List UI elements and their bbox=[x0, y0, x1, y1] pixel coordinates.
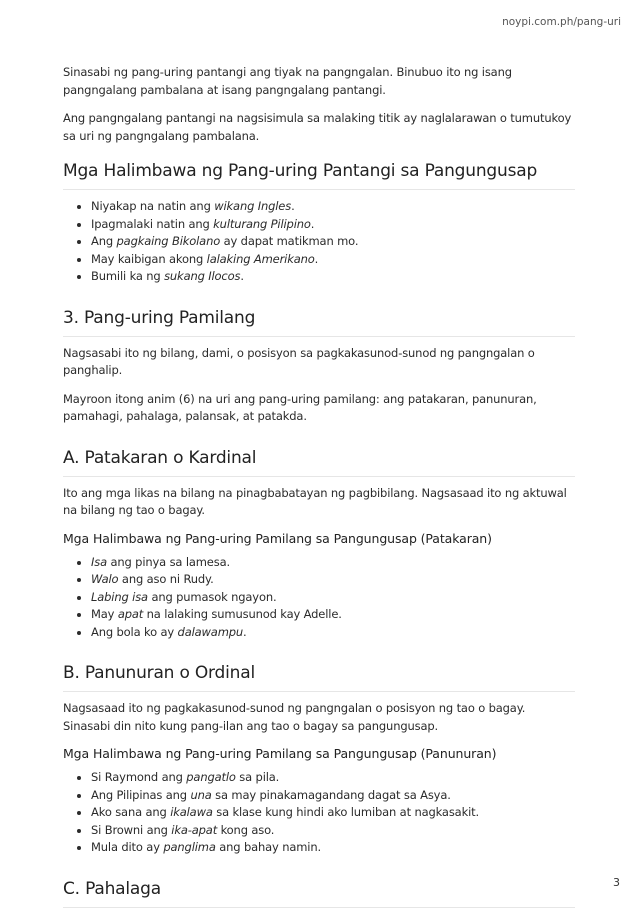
example-list bbox=[63, 769, 575, 857]
subsection-heading: A. Patakaran o Kardinal bbox=[63, 448, 575, 477]
list-item: • Ako sana ang ikalawa sa klase kung hindi ako lumiban at nagkasakit. bbox=[91, 804, 575, 822]
list-item: • Si Browni ang ika-apat kong aso. bbox=[91, 822, 575, 840]
section-paragraph: Ito ang mga likas na bilang na pinagbabatayan ng pagbibilang. Nagsasaad ito ng aktuwal na bilang ng tao o bagay. bbox=[63, 485, 567, 517]
list-item: • Niyakap na natin ang wikang Ingles. bbox=[91, 198, 575, 216]
list-item: • Si Raymond ang pangatlo sa pila. bbox=[91, 769, 575, 787]
intro-paragraph: Ang pangngalang pantangi na nagsisimula sa malaking titik ay naglalarawan o tumutukoy sa uri ng pangngalang pambalana. bbox=[63, 111, 572, 143]
list-item: • May kaibigan akong lalaking Amerikano. bbox=[91, 251, 575, 269]
examples-heading: Mga Halimbawa ng Pang-uring Pamilang sa Pangungusap (Patakaran) bbox=[63, 530, 492, 546]
list-item: • Isa ang pinya sa lamesa. bbox=[91, 554, 575, 572]
intro-paragraph: Sinasabi ng pang-uring pantangi ang tiyak na pangngalan. Binubuo ito ng isang pangngalang pambalana at isang pangngalang pantangi. bbox=[63, 65, 512, 97]
examples-heading: Mga Halimbawa ng Pang-uring Pamilang sa Pangungusap (Panunuran) bbox=[63, 746, 497, 761]
list-item: • Ang pagkaing Bikolano ay dapat matikman mo. bbox=[91, 233, 575, 251]
page-url: noypi.com.ph/pang-uri bbox=[502, 16, 621, 28]
list-item: • May apat na lalaking sumusunod kay Adelle. bbox=[91, 606, 575, 624]
list-item: • Ang Pilipinas ang una sa may pinakamagandang dagat sa Asya. bbox=[91, 787, 575, 805]
subsection-heading: C. Pahalaga bbox=[63, 879, 575, 908]
subsection-heading: B. Panunuran o Ordinal bbox=[63, 663, 575, 692]
section-paragraph: Nagsasaad ito ng pagkakasunod-sunod ng pangngalan o posisyon ng tao o bagay. Sinasabi din nito kung pang-ilan ang tao o bagay sa pangungusap. bbox=[63, 701, 526, 733]
section-paragraph: Nagsasabi ito ng bilang, dami, o posisyon sa pagkakasunod-sunod ng pangngalan o panghalip. bbox=[63, 345, 535, 377]
section-heading: Mga Halimbawa ng Pang-uring Pantangi sa Pangungusap bbox=[63, 161, 575, 190]
document-body bbox=[63, 64, 575, 916]
list-item: • Mula dito ay panglima ang bahay namin. bbox=[91, 839, 575, 857]
section-heading: 3. Pang-uring Pamilang bbox=[63, 308, 575, 337]
list-item: • Bumili ka ng sukang Ilocos. bbox=[91, 268, 575, 286]
list-item: • Labing isa ang pumasok ngayon. bbox=[91, 589, 575, 607]
section-paragraph: Mayroon itong anim (6) na uri ang pang-uring pamilang: ang patakaran, panunuran, pamahagi, pahalaga, palansak, at patakda. bbox=[63, 391, 537, 423]
list-item: • Walo ang aso ni Rudy. bbox=[91, 571, 575, 589]
example-list bbox=[63, 554, 575, 642]
page-number: 3 bbox=[613, 876, 620, 889]
list-item: • Ipagmalaki natin ang kulturang Pilipino. bbox=[91, 216, 575, 234]
list-item: • Ang bola ko ay dalawampu. bbox=[91, 624, 575, 642]
example-list bbox=[63, 198, 575, 286]
